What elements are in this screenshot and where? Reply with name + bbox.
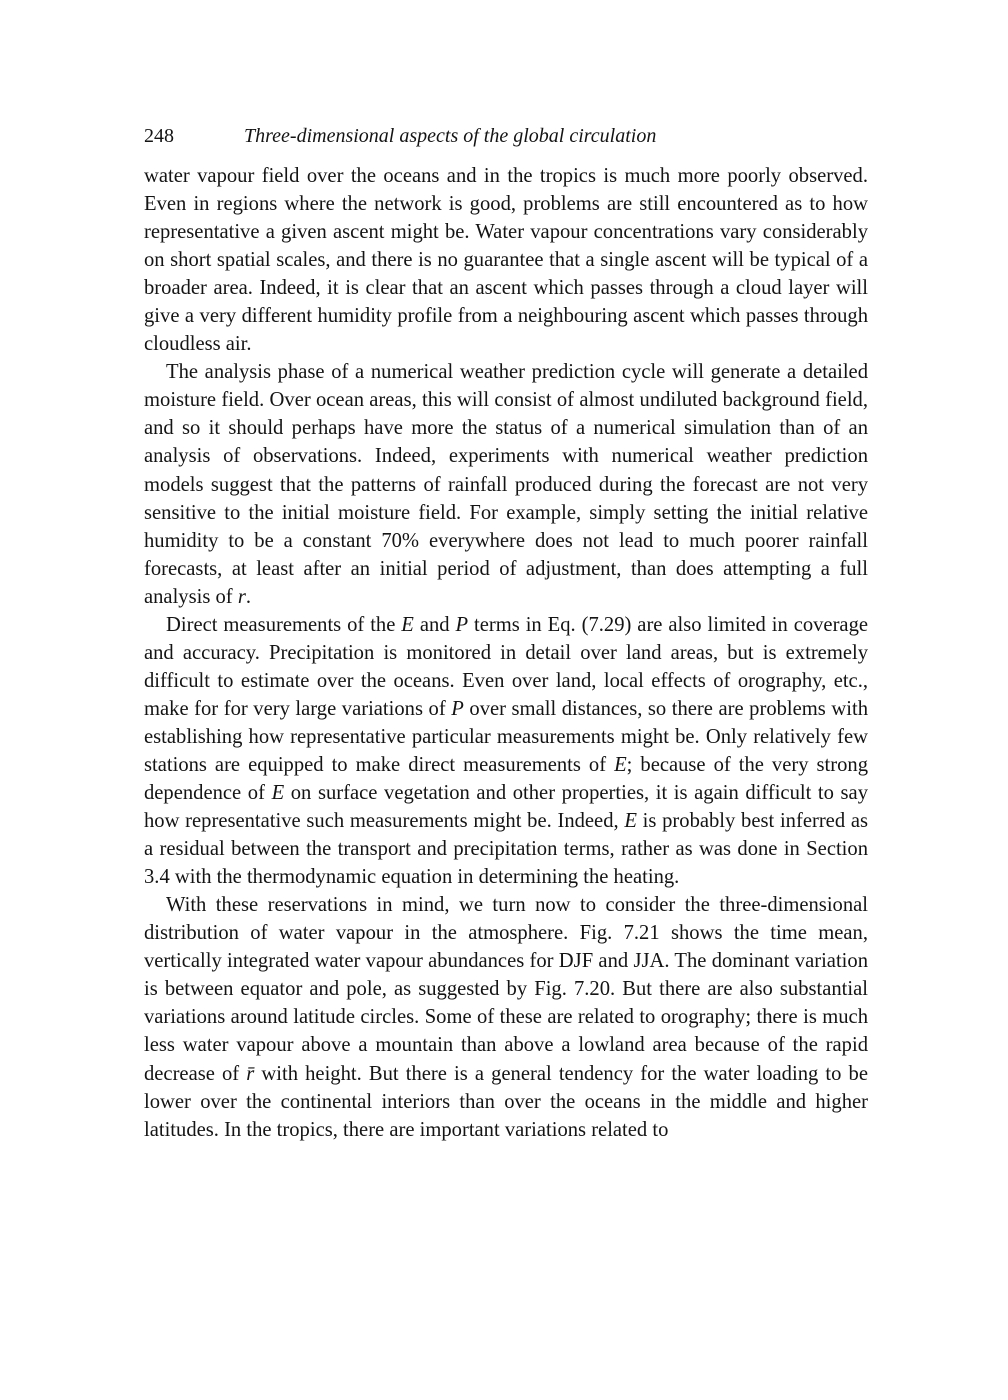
- math-variable: E: [401, 613, 414, 636]
- paragraph: [144, 358, 868, 610]
- page-number: 248: [144, 125, 174, 147]
- math-variable: E: [624, 810, 637, 833]
- math-variable: r: [237, 585, 246, 608]
- text-run: With these reservations in mind, we turn now to consider the three-dimensional distribution of water vapour in the atmosphere. Fig. 7.21 shows the time mean, vertically integrated water vapour abundances for DJF and JJA. The dominant variation is between equator and pole, as suggested by Fig. 7.20. But there are also substantial variations around latitude circles. Some of these are related to orography; there is much less water vapour above a mountain than above a lowland area because of the rapid decrease of: [144, 894, 868, 1085]
- text-run: over small distances, so there are problems with establishing how representative particular measurements might be. Only relatively few stations are equipped to make direct measurements of: [144, 697, 868, 776]
- text-run: .: [245, 585, 251, 608]
- text-run: terms in Eq. (7.29) are also limited in coverage and accuracy. Precipitation is monitored in detail over land areas, but is extremely difficult to estimate over the oceans. Even over land, local effects of orography, etc., make for for very large variations of: [144, 613, 869, 720]
- math-variable: r̄: [246, 1062, 255, 1085]
- text-run: and: [413, 613, 456, 636]
- paragraph: [144, 162, 868, 358]
- math-variable: P: [455, 613, 469, 636]
- text-run: Direct measurements of the: [166, 613, 402, 636]
- paragraph: [144, 891, 868, 1143]
- math-variable: P: [451, 697, 464, 720]
- math-variable: E: [614, 753, 627, 776]
- running-head: [144, 120, 868, 152]
- text-run: on surface vegetation and other properties, it is again difficult to say how representative such measurements might be. Indeed,: [144, 782, 868, 833]
- text-run: with height. But there is a general tendency for the water loading to be lower over the continental interiors than over the oceans in the middle and higher latitudes. In the tropics, there are important variations related to: [144, 1062, 868, 1141]
- text-run: ; because of the very strong dependence of: [144, 753, 868, 805]
- paragraph: [144, 611, 868, 891]
- text-run: water vapour field over the oceans and in the tropics is much more poorly observed. Even in regions where the network is good, problems are still encountered as to how representative a given ascent might be. Water vapour concentrations vary considerably on short spatial scales, and there is no guarantee that a single ascent will be typical of a broader area. Indeed, it is clear that an ascent which passes through a cloud layer will give a very different humidity profile from a neighbouring ascent which passes through cloudless air.: [144, 165, 868, 356]
- running-title: Three-dimensional aspects of the global circulation: [244, 125, 657, 147]
- book-page: [144, 120, 868, 1144]
- text-run: is probably best inferred as a residual between the transport and precipitation terms, rather as was done in Section 3.4 with the thermodynamic equation in determining the heating.: [144, 810, 868, 889]
- text-run: The analysis phase of a numerical weather prediction cycle will generate a detailed moisture field. Over ocean areas, this will consist of almost undiluted background field, and so it should perhaps have more the status of a numerical simulation than of an analysis of observations. Indeed, experiments with numerical weather prediction models suggest that the patterns of rainfall produced during the forecast are not very sensitive to the initial moisture field. For example, simply setting the initial relative humidity to be a constant 70% everywhere does not lead to much poorer rainfall forecasts, at least after an initial period of adjustment, than does attempting a full analysis of: [144, 361, 868, 608]
- body-text: [144, 162, 868, 1144]
- math-variable: E: [271, 782, 285, 805]
